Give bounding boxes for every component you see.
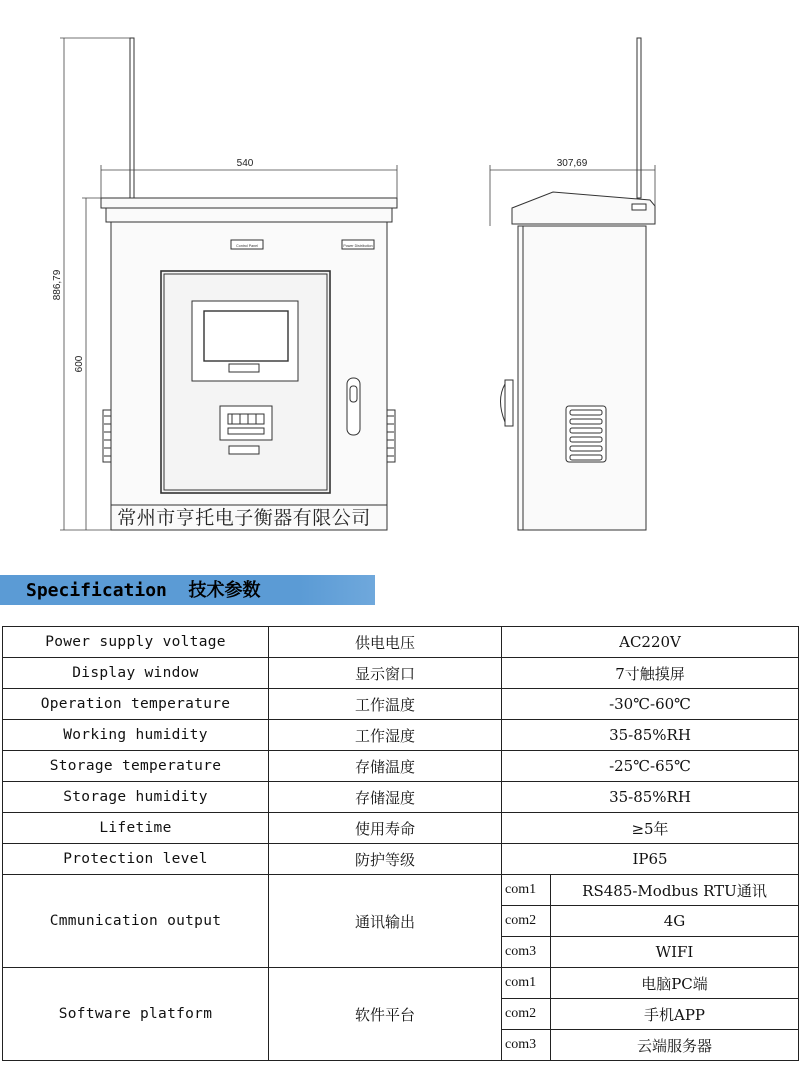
table-row bbox=[3, 627, 799, 658]
port-value: RS485-Modbus RTU通讯 bbox=[551, 875, 799, 906]
spec-name-en: Working humidity bbox=[3, 720, 269, 751]
spec-name-en: Lifetime bbox=[3, 813, 269, 844]
spec-name-cn: 工作湿度 bbox=[269, 720, 502, 751]
front-antenna bbox=[130, 38, 134, 198]
side-vents bbox=[566, 406, 606, 462]
table-row bbox=[3, 782, 799, 813]
software-name-cn: 软件平台 bbox=[269, 968, 502, 1061]
software-name-en: Software platform bbox=[3, 968, 269, 1061]
spec-value: AC220V bbox=[502, 627, 799, 658]
port-value: 4G bbox=[551, 906, 799, 937]
spec-name-cn: 防护等级 bbox=[269, 844, 502, 875]
spec-name-cn: 存储湿度 bbox=[269, 782, 502, 813]
company-name: 常州市亨托电子衡器有限公司 bbox=[117, 508, 371, 529]
front-roof bbox=[101, 198, 397, 208]
front-left-vents bbox=[103, 410, 111, 462]
port-label: com2 bbox=[502, 999, 551, 1030]
side-antenna bbox=[637, 38, 641, 198]
communication-name-cn: 通讯输出 bbox=[269, 875, 502, 968]
port-label: com1 bbox=[502, 968, 551, 999]
front-width-dimension: 540 bbox=[236, 158, 254, 169]
table-row bbox=[3, 658, 799, 689]
table-row bbox=[3, 813, 799, 844]
spec-name-cn: 供电电压 bbox=[269, 627, 502, 658]
port-label: com3 bbox=[502, 937, 551, 968]
spec-value: 7寸触摸屏 bbox=[502, 658, 799, 689]
spec-name-en: Operation temperature bbox=[3, 689, 269, 720]
table-row bbox=[3, 689, 799, 720]
door-handle bbox=[347, 378, 360, 435]
port-value: WIFI bbox=[551, 937, 799, 968]
table-row bbox=[3, 968, 799, 999]
specification-title: Specification 技术参数 bbox=[26, 580, 261, 601]
spec-name-en: Power supply voltage bbox=[3, 627, 269, 658]
label-plate-right-text: Power Distribution bbox=[343, 244, 373, 248]
front-right-vents bbox=[387, 410, 395, 462]
label-plate-left-text: Control Panel bbox=[236, 244, 258, 248]
spec-name-cn: 存储温度 bbox=[269, 751, 502, 782]
table-row bbox=[3, 844, 799, 875]
side-cabinet-body bbox=[518, 226, 646, 530]
port-label: com3 bbox=[502, 1030, 551, 1061]
port-value: 云端服务器 bbox=[551, 1030, 799, 1061]
spec-name-en: Storage humidity bbox=[3, 782, 269, 813]
spec-name-cn: 使用寿命 bbox=[269, 813, 502, 844]
port-label: com2 bbox=[502, 906, 551, 937]
table-row bbox=[3, 751, 799, 782]
spec-name-cn: 显示窗口 bbox=[269, 658, 502, 689]
table-row bbox=[3, 875, 799, 906]
spec-value: 35-85%RH bbox=[502, 720, 799, 751]
side-handle bbox=[505, 380, 513, 426]
total-height-dimension: 886,79 bbox=[52, 269, 63, 301]
specification-table bbox=[2, 626, 799, 1061]
spec-value: -30℃-60℃ bbox=[502, 689, 799, 720]
spec-name-en: Protection level bbox=[3, 844, 269, 875]
specification-header-bar bbox=[0, 575, 375, 605]
port-value: 手机APP bbox=[551, 999, 799, 1030]
cabinet-height-dimension: 600 bbox=[74, 355, 85, 373]
communication-name-en: Cmmunication output bbox=[3, 875, 269, 968]
spec-value: ≥5年 bbox=[502, 813, 799, 844]
spec-value: IP65 bbox=[502, 844, 799, 875]
side-depth-dimension: 307,69 bbox=[556, 158, 588, 169]
spec-value: 35-85%RH bbox=[502, 782, 799, 813]
spec-name-en: Storage temperature bbox=[3, 751, 269, 782]
port-label: com1 bbox=[502, 875, 551, 906]
spec-value: -25℃-65℃ bbox=[502, 751, 799, 782]
spec-name-cn: 工作温度 bbox=[269, 689, 502, 720]
spec-name-en: Display window bbox=[3, 658, 269, 689]
table-row bbox=[3, 720, 799, 751]
port-value: 电脑PC端 bbox=[551, 968, 799, 999]
